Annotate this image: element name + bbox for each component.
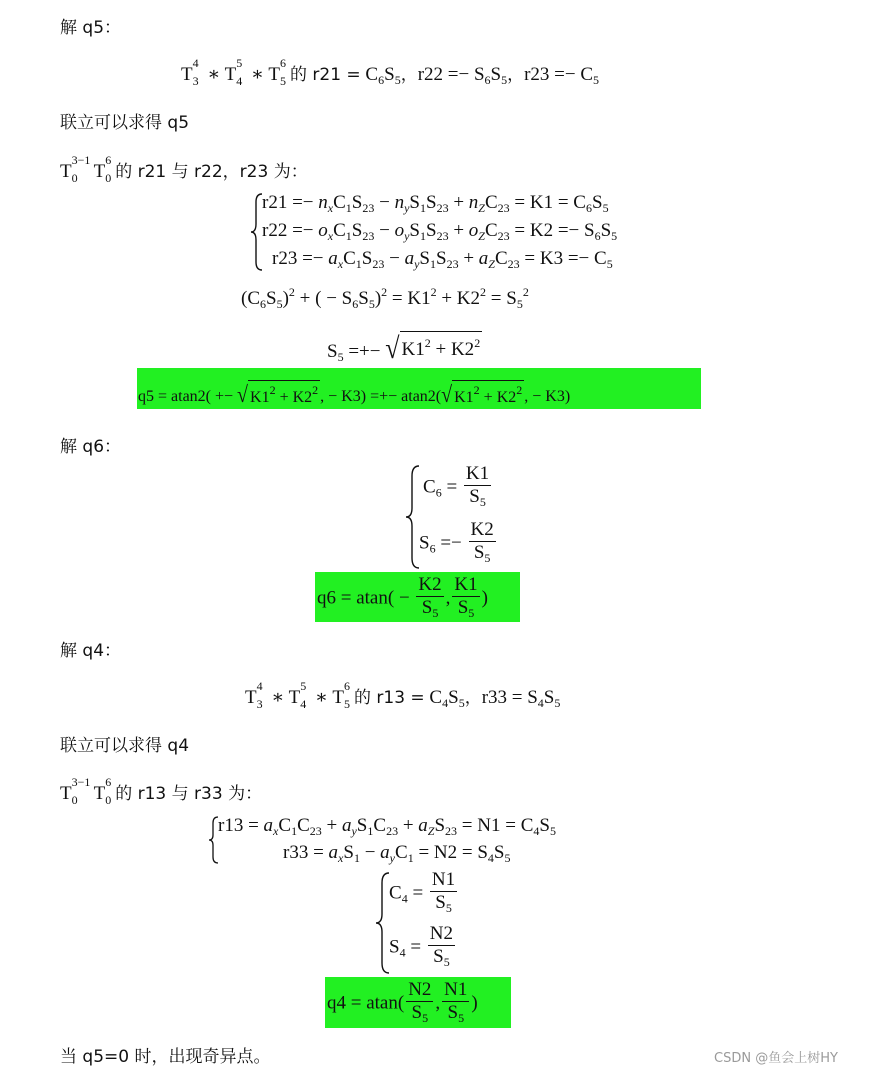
q5-inverse-transform-line: T 3−1 0 T 6 0 的 r21 与 r22，r23 为： [60,153,308,185]
q5-highlighted-result: q5 = atan2( +− √ $K1^2 + K2^2$ , − K3) =+− atan2( √ $K1^2 + K2^2$ , − K3) [137,368,701,409]
q4-highlighted-result: q4 = atan( $\frac{N2}{S_5}$ , $\frac{N1}{S_5}$ ) [325,977,511,1028]
q6-section-title: 解 q6： [60,437,122,457]
s4-equation: $S_4$ = $\frac{N2}{S_5}$ [389,923,454,969]
q4-transform-equation: T 4 3 ∗ T 5 4 ∗ T 6 5 的 $r13 = C_4S_5$，$r33 = S_4S_5$ [245,679,561,711]
q5-section-title: 解 q5： [60,18,122,38]
singularity-note: 当 q5=0 时，出现奇异点。 [60,1047,271,1067]
de-r13-label: 的 r13 = [353,688,425,708]
q4-combine-text: 联立可以求得 q4 [60,736,190,756]
q6-highlighted-result: q6 = atan( − $\frac{K2}{S_5}$ , $\frac{K1}{S_5}$ ) [315,572,520,622]
r33-equation: $r33 = a_xS_1 - a_yC_1 = N2 = S_4S_5$ [283,842,511,865]
comma: ， [507,65,525,85]
r22-equation: $r22 =- o_xC_1S_{23} - o_yS_1S_{23} + o_ZC_{23} = K2 =- S_6S_5$ [262,220,618,243]
q5-combine-text: 联立可以求得 q5 [60,113,190,133]
q5-transform-equation: T 4 3 ∗ T 5 4 ∗ T 6 5 的 $r21 = C_6S_5$，$r22 =- S_6S_5$，$r23 =- C_5$ [181,56,600,88]
de-r21-label: 的 r21 = [289,65,361,85]
q4-inverse-transform-line: T 3−1 0 T 6 0 的 r13 与 r33 为： [60,775,263,807]
yu-r22-r23-label: 的 r21 与 r22，r23 为： [115,162,308,182]
q4-section-title: 解 q4： [60,641,122,661]
r21-equation: $r21 =- n_xC_1S_{23} - n_yS_1S_{23} + n_ZC_{23} = K1 = C_6S_5$ [262,192,609,215]
yu-r33-label: 的 r13 与 r33 为： [115,784,263,804]
s6-equation: $S_6$ =− $\frac{K2}{S_5}$ [419,519,494,565]
sum-of-squares-equation: $(C_6S_5)^2$ + ( − $S_6S_5)^2 = K1^2 + K2^2 = S_5^2$ [241,285,529,311]
s5-solution-equation: $S_5$ =+− √ $K1^2 + K2^2$ [327,331,481,366]
c6-equation: $C_6$ = $\frac{K1}{S_5}$ [423,463,490,509]
comma: ， [400,65,418,85]
r23-equation: $r23 =- a_xC_1S_{23} - a_yS_1S_{23} + a_ZC_{23} = K3 =- C_5$ [272,248,613,271]
r13-equation: $r13 = a_xC_1C_{23} + a_yS_1C_{23} + a_ZS_{23} = N1 = C_4S_5$ [218,815,556,838]
c4-equation: $C_4$ = $\frac{N1}{S_5}$ [389,869,456,915]
comma: ， [464,688,482,708]
csdn-watermark: CSDN @鱼会上树HY [714,1051,838,1066]
